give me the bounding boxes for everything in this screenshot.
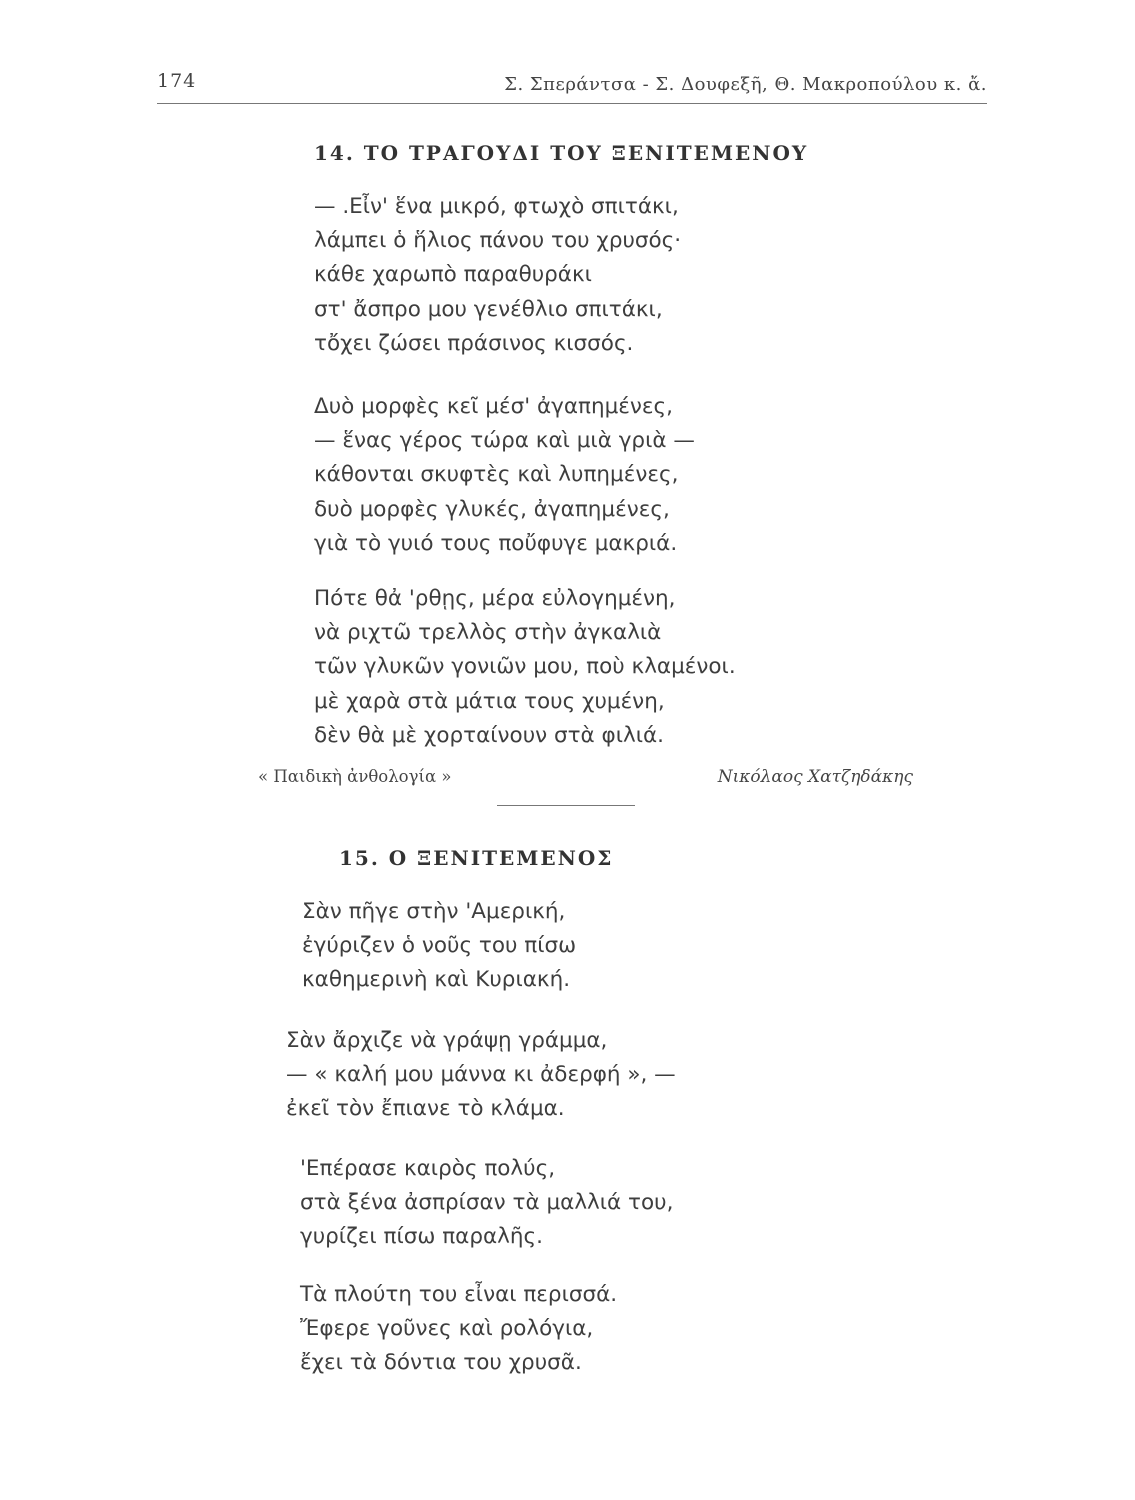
verse-line: Δυὸ μορφὲς κεῖ μέσ' ἀγαπημένες, [314, 394, 673, 419]
poem-15-stanza-4 [300, 1278, 617, 1381]
verse-line: Σὰν πῆγε στὴν 'Αμερική, [302, 899, 566, 924]
verse-line: δυὸ μορφὲς γλυκές, ἀγαπημένες, [314, 496, 670, 522]
header-rule [157, 103, 987, 104]
verse-line: νὰ ριχτῶ τρελλὸς στὴν ἀγκαλιὰ [314, 620, 662, 646]
verse-line: — .Εἶν' ἕνα μικρό, φτωχὸ σπιτάκι, [314, 194, 679, 219]
verse-line: τὄχει ζώσει πράσινος κισσός. [314, 330, 634, 356]
verse-line: κάθε χαρωπὸ παραθυράκι [314, 262, 592, 288]
verse-line: — ἕνας γέρος τώρα καὶ μιὰ γριὰ — [314, 428, 695, 454]
verse-line: 'Επέρασε καιρὸς πολύς, [300, 1156, 556, 1181]
poem-15-stanza-1 [302, 895, 576, 998]
verse-line: Τὰ πλούτη του εἶναι περισσά. [300, 1282, 618, 1307]
verse-line: — « καλή μου μάννα κι ἀδερφή », — [286, 1062, 676, 1088]
verse-line: Πότε θἀ 'ρθῃς, μέρα εὐλογημένη, [314, 586, 676, 611]
verse-line: στ' ἄσπρο μου γενέθλιο σπιτάκι, [314, 296, 663, 322]
verse-line: λάμπει ὁ ἥλιος πάνου του χρυσός· [314, 228, 682, 254]
poem-14-source: « Παιδικὴ ἀνθολογία » [258, 767, 452, 786]
verse-line: Ἔφερε γοῦνες καὶ ρολόγια, [300, 1316, 594, 1342]
verse-line: γυρίζει πίσω παραλῆς. [300, 1224, 543, 1250]
poem-14-stanza-1 [314, 190, 681, 361]
poem-14-stanza-3 [314, 582, 736, 753]
verse-line: ἐκεῖ τὸν ἔπιανε τὸ κλάμα. [286, 1096, 565, 1122]
verse-line: Σὰν ἄρχιζε νὰ γράψῃ γράμμα, [286, 1028, 608, 1053]
verse-line: ἔχει τὰ δόντια του χρυσᾶ. [300, 1350, 582, 1376]
verse-line: κάθονται σκυφτὲς καὶ λυπημένες, [314, 462, 679, 488]
verse-line: γιὰ τὸ γυιό τους ποὔφυγε μακριά. [314, 530, 678, 556]
verse-line: τῶν γλυκῶν γονιῶν μου, ποὺ κλαμένοι. [314, 654, 736, 680]
page-number: 174 [157, 70, 197, 92]
section-separator [497, 805, 635, 806]
poem-14-title: 14. ΤΟ ΤΡΑΓΟΥΔΙ ΤΟΥ ΞΕΝΙΤΕΜΕΝΟΥ [314, 141, 809, 165]
poem-14-stanza-2 [314, 390, 695, 561]
poem-14-author: Νικόλαος Χατζηδάκης [717, 767, 913, 787]
verse-line: ἐγύριζεν ὁ νοῦς του πίσω [302, 933, 577, 959]
poem-15-stanza-2 [286, 1024, 676, 1127]
verse-line: δὲν θὰ μὲ χορταίνουν στὰ φιλιά. [314, 722, 665, 748]
verse-line: μὲ χαρὰ στὰ μάτια τους χυμένη, [314, 688, 665, 714]
running-title: Σ. Σπεράντσα - Σ. Δουφεξῆ, Θ. Μακροπούλου κ. ἄ. [504, 74, 987, 95]
verse-line: καθημερινὴ καὶ Κυριακή. [302, 967, 571, 993]
poem-15-stanza-3 [300, 1152, 673, 1255]
verse-line: στὰ ξένα ἀσπρίσαν τὰ μαλλιά του, [300, 1190, 674, 1216]
poem-15-title: 15. Ο ΞΕΝΙΤΕΜΕΝΟΣ [339, 846, 614, 870]
